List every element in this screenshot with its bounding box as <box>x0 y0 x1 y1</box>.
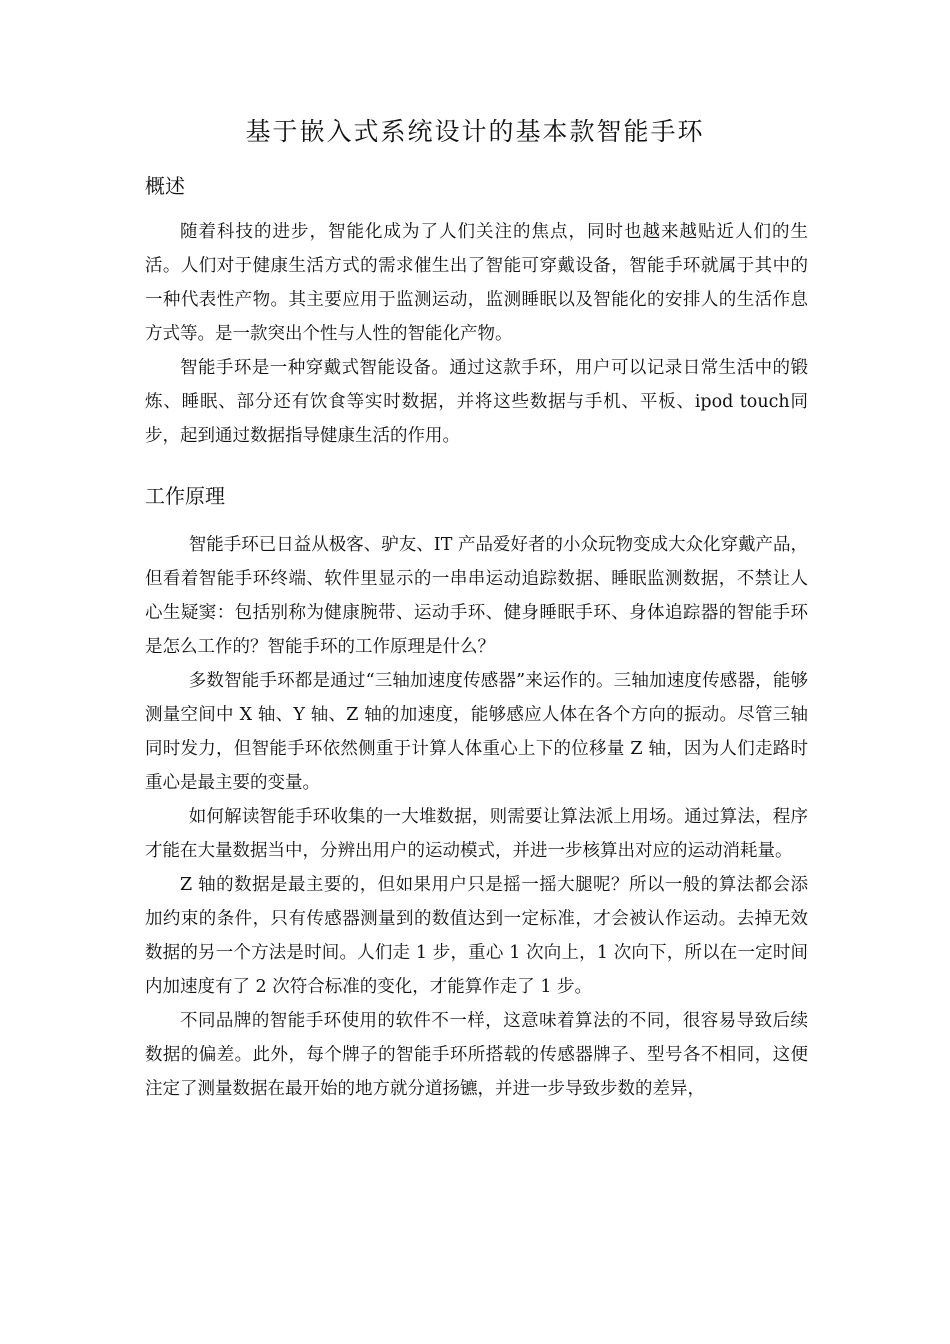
section-principle-body <box>145 528 808 1106</box>
paragraph: 智能手环是一种穿戴式智能设备。通过这款手环，用户可以记录日常生活中的锻炼、睡眠、部分还有饮食等实时数据，并将这些数据与手机、平板、ipod touch同步，起到通过数据指导健康生活的作用。 <box>145 358 808 446</box>
paragraph: 不同品牌的智能手环使用的软件不一样，这意味着算法的不同，很容易导致后续数据的偏差。此外，每个牌子的智能手环所搭载的传感器牌子、型号各不相同，这便注定了测量数据在最开始的地方就分道扬镳，并进一步导致步数的差异， <box>145 1011 808 1099</box>
paragraph: 如何解读智能手环收集的一大堆数据，则需要让算法派上用场。通过算法，程序才能在大量数据当中，分辨出用户的运动模式，并进一步核算出对应的运动消耗量。 <box>145 807 808 861</box>
section-overview-body <box>145 215 808 453</box>
section-heading-overview: 概述 <box>145 174 185 198</box>
section-heading-principle: 工作原理 <box>145 484 225 508</box>
document-title: 基于嵌入式系统设计的基本款智能手环 <box>245 117 705 146</box>
paragraph: 智能手环已日益从极客、驴友、IT 产品爱好者的小众玩物变成大众化穿戴产品，但看着智能手环终端、软件里显示的一串串运动追踪数据、睡眠监测数据，不禁让人心生疑窦：包括别称为健康腕带、运动手环、健身睡眠手环、身体追踪器的智能手环是怎么工作的？智能手环的工作原理是什么？ <box>145 535 808 657</box>
paragraph: Z 轴的数据是最主要的，但如果用户只是摇一摇大腿呢？所以一般的算法都会添加约束的条件，只有传感器测量到的数值达到一定标准，才会被认作运动。去掉无效数据的另一个方法是时间。人们走 1 步，重心 1 次向上，1 次向下，所以在一定时间内加速度有了 2 次符合标准的变化，才能算作走了 1 步。 <box>145 875 808 997</box>
paragraph: 随着科技的进步，智能化成为了人们关注的焦点，同时也越来越贴近人们的生活。人们对于健康生活方式的需求催生出了智能可穿戴设备，智能手环就属于其中的一种代表性产物。其主要应用于监测运动，监测睡眠以及智能化的安排人的生活作息方式等。是一款突出个性与人性的智能化产物。 <box>145 222 808 344</box>
paragraph: 多数智能手环都是通过“三轴加速度传感器”来运作的。三轴加速度传感器，能够测量空间中 X 轴、Y 轴、Z 轴的加速度，能够感应人体在各个方向的振动。尽管三轴同时发力，但智能手环依然侧重于计算人体重心上下的位移量 Z 轴，因为人们走路时重心是最主要的变量。 <box>145 671 808 793</box>
